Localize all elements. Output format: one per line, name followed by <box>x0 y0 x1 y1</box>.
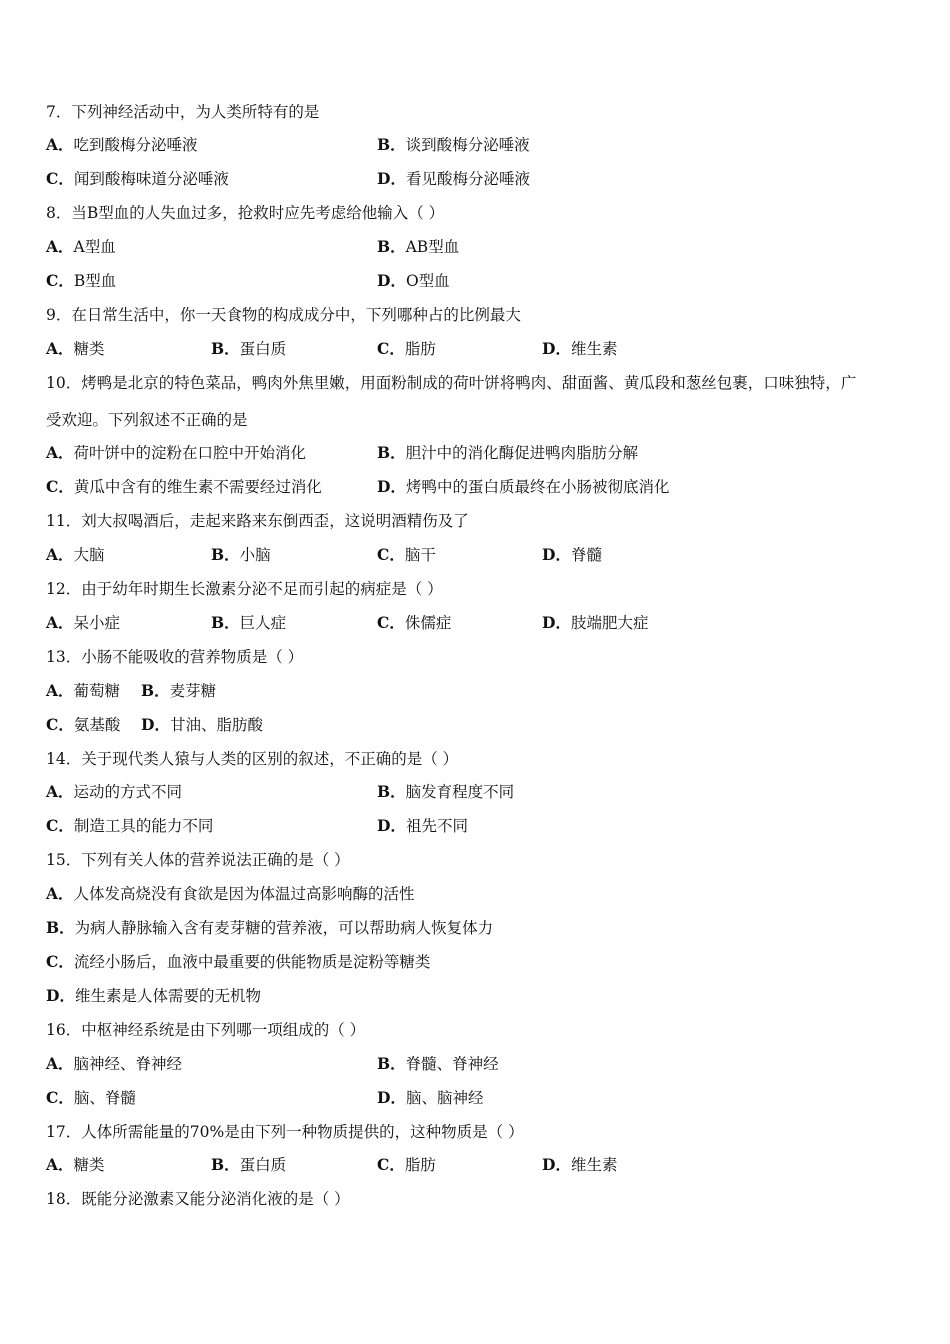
option-text: 脑、脑神经 <box>405 1089 484 1107</box>
option-text: 脊髓 <box>570 546 602 564</box>
option-letter: A． <box>46 681 74 700</box>
option-text: 脑神经、脊神经 <box>73 1055 183 1073</box>
option-letter: D． <box>542 545 571 564</box>
option-letter: C． <box>46 952 74 971</box>
q9-stem: 9．在日常生活中，你一天食物的构成成分中，下列哪种占的比例最大 <box>46 306 521 324</box>
option-text: 呆小症 <box>73 614 121 632</box>
option-text: 肢端肥大症 <box>570 614 649 632</box>
q18-stem: 18．既能分泌激素又能分泌消化液的是（ ） <box>46 1190 350 1208</box>
q9-option-c <box>377 337 436 361</box>
option-letter: B． <box>46 918 75 937</box>
q10-option-c <box>46 475 322 499</box>
option-text: 蛋白质 <box>239 1156 287 1174</box>
option-text: 维生素 <box>570 1156 618 1174</box>
q7-option-a <box>46 133 198 157</box>
option-text: 脑、脊髓 <box>73 1089 136 1107</box>
option-letter: A． <box>46 884 74 903</box>
option-text: 看见酸梅分泌唾液 <box>405 170 530 188</box>
option-letter: D． <box>46 986 75 1005</box>
option-letter: C． <box>46 169 74 188</box>
option-letter: C． <box>377 545 405 564</box>
q15-option-a <box>46 882 415 906</box>
q11-stem: 11．刘大叔喝酒后，走起来路来东倒西歪，这说明酒精伤及了 <box>46 512 469 530</box>
option-text: 糖类 <box>73 1156 105 1174</box>
option-letter: C． <box>377 1155 405 1174</box>
option-text: 闻到酸梅味道分泌唾液 <box>73 170 229 188</box>
q12-option-b <box>211 611 286 635</box>
q13-option-c <box>46 713 120 737</box>
option-letter: A． <box>46 782 74 801</box>
option-letter: A． <box>46 545 74 564</box>
q17-stem: 17．人体所需能量的70%是由下列一种物质提供的，这种物质是（ ） <box>46 1123 524 1141</box>
q13-option-a <box>46 679 120 703</box>
option-letter: B． <box>377 443 406 462</box>
q12-option-a <box>46 611 120 635</box>
q16-option-c <box>46 1086 136 1110</box>
q8-option-c <box>46 269 116 293</box>
q17-option-c <box>377 1153 436 1177</box>
q16-stem: 16．中枢神经系统是由下列哪一项组成的（ ） <box>46 1021 366 1039</box>
option-letter: B． <box>211 613 240 632</box>
q10-stem-line-2: 受欢迎。下列叙述不正确的是 <box>46 411 248 429</box>
option-text: 脑干 <box>404 546 436 564</box>
option-text: 巨人症 <box>239 614 287 632</box>
option-letter: D． <box>377 169 406 188</box>
q16-option-a <box>46 1052 182 1076</box>
q11-option-b <box>211 543 271 567</box>
option-text: 制造工具的能力不同 <box>73 817 214 835</box>
option-text: A型血 <box>73 238 116 256</box>
option-text: 吃到酸梅分泌唾液 <box>73 136 198 154</box>
q8-option-b <box>377 235 459 259</box>
q17-option-b <box>211 1153 286 1177</box>
option-text: 大脑 <box>73 546 105 564</box>
option-text: 荷叶饼中的淀粉在口腔中开始消化 <box>73 444 307 462</box>
option-letter: C． <box>46 715 74 734</box>
option-letter: B． <box>211 545 240 564</box>
option-letter: D． <box>377 1088 406 1107</box>
option-letter: C． <box>46 271 74 290</box>
q8-stem: 8．当B型血的人失血过多，抢救时应先考虑给他输入（ ） <box>46 204 445 222</box>
option-text: 祖先不同 <box>405 817 468 835</box>
q12-stem: 12．由于幼年时期生长激素分泌不足而引起的病症是（ ） <box>46 580 443 598</box>
q14-option-c <box>46 814 213 838</box>
q7-stem: 7．下列神经活动中，为人类所特有的是 <box>46 103 320 121</box>
q14-stem: 14．关于现代类人猿与人类的区别的叙述，不正确的是（ ） <box>46 750 459 768</box>
option-text: 侏儒症 <box>404 614 452 632</box>
q12-option-d <box>542 611 648 635</box>
q11-option-c <box>377 543 436 567</box>
q16-option-d <box>377 1086 483 1110</box>
option-letter: C． <box>46 477 74 496</box>
q13-option-b <box>141 679 216 703</box>
option-text: 为病人静脉输入含有麦芽糖的营养液，可以帮助病人恢复体力 <box>74 919 494 937</box>
option-letter: B． <box>377 237 406 256</box>
q11-option-a <box>46 543 105 567</box>
q10-option-d <box>377 475 669 499</box>
option-text: 烤鸭中的蛋白质最终在小肠被彻底消化 <box>405 478 670 496</box>
option-text: 甘油、脂肪酸 <box>169 716 263 734</box>
option-letter: A． <box>46 1054 74 1073</box>
option-letter: B． <box>377 135 406 154</box>
option-text: 脂肪 <box>404 1156 436 1174</box>
option-letter: A． <box>46 613 74 632</box>
option-text: 麦芽糖 <box>169 682 217 700</box>
q9-option-a <box>46 337 105 361</box>
option-text: 糖类 <box>73 340 105 358</box>
q14-option-a <box>46 780 182 804</box>
q13-option-d <box>141 713 263 737</box>
option-text: 胆汁中的消化酶促进鸭肉脂肪分解 <box>405 444 639 462</box>
option-letter: C． <box>46 1088 74 1107</box>
option-text: 氨基酸 <box>73 716 121 734</box>
option-letter: B． <box>377 782 406 801</box>
q15-option-d <box>46 984 261 1008</box>
q15-option-c <box>46 950 430 974</box>
q17-option-d <box>542 1153 617 1177</box>
q17-option-a <box>46 1153 105 1177</box>
q11-option-d <box>542 543 602 567</box>
option-letter: D． <box>542 1155 571 1174</box>
option-letter: A． <box>46 339 74 358</box>
option-letter: D． <box>377 271 406 290</box>
option-letter: D． <box>542 339 571 358</box>
option-letter: A． <box>46 1155 74 1174</box>
q10-stem-line-1: 10．烤鸭是北京的特色菜品，鸭肉外焦里嫩，用面粉制成的荷叶饼将鸭肉、甜面酱、黄瓜段和葱丝包裹，口味独特，广 <box>46 374 857 392</box>
option-letter: B． <box>211 339 240 358</box>
q10-option-a <box>46 441 306 465</box>
q15-option-b <box>46 916 493 940</box>
option-text: 脑发育程度不同 <box>405 783 515 801</box>
option-letter: C． <box>377 613 405 632</box>
option-letter: B． <box>377 1054 406 1073</box>
option-letter: B． <box>141 681 170 700</box>
option-letter: D． <box>542 613 571 632</box>
option-text: 维生素 <box>570 340 618 358</box>
option-letter: D． <box>141 715 170 734</box>
option-letter: A． <box>46 443 74 462</box>
q7-option-b <box>377 133 530 157</box>
option-text: 蛋白质 <box>239 340 287 358</box>
option-text: 维生素是人体需要的无机物 <box>74 987 261 1005</box>
option-text: 运动的方式不同 <box>73 783 183 801</box>
option-letter: B． <box>211 1155 240 1174</box>
option-letter: A． <box>46 237 74 256</box>
q15-stem: 15．下列有关人体的营养说法正确的是（ ） <box>46 851 350 869</box>
option-letter: C． <box>46 816 74 835</box>
q8-option-a <box>46 235 116 259</box>
option-text: 葡萄糖 <box>73 682 121 700</box>
option-text: 人体发高烧没有食欲是因为体温过高影响酶的活性 <box>73 885 415 903</box>
option-letter: A． <box>46 135 74 154</box>
option-text: B型血 <box>73 272 117 290</box>
option-text: 小脑 <box>239 546 271 564</box>
option-text: 流经小肠后，血液中最重要的供能物质是淀粉等糖类 <box>73 953 431 971</box>
option-letter: C． <box>377 339 405 358</box>
q7-option-d <box>377 167 530 191</box>
option-text: AB型血 <box>405 238 460 256</box>
q14-option-d <box>377 814 468 838</box>
q12-option-c <box>377 611 451 635</box>
q13-stem: 13．小肠不能吸收的营养物质是（ ） <box>46 648 304 666</box>
option-text: 黄瓜中含有的维生素不需要经过消化 <box>73 478 322 496</box>
q16-option-b <box>377 1052 499 1076</box>
q14-option-b <box>377 780 514 804</box>
q10-option-b <box>377 441 638 465</box>
q7-option-c <box>46 167 229 191</box>
q9-option-d <box>542 337 617 361</box>
q8-option-d <box>377 269 450 293</box>
option-letter: D． <box>377 816 406 835</box>
option-text: 谈到酸梅分泌唾液 <box>405 136 530 154</box>
q9-option-b <box>211 337 286 361</box>
option-text: 脊髓、脊神经 <box>405 1055 499 1073</box>
option-letter: D． <box>377 477 406 496</box>
option-text: 脂肪 <box>404 340 436 358</box>
option-text: O型血 <box>405 272 450 290</box>
